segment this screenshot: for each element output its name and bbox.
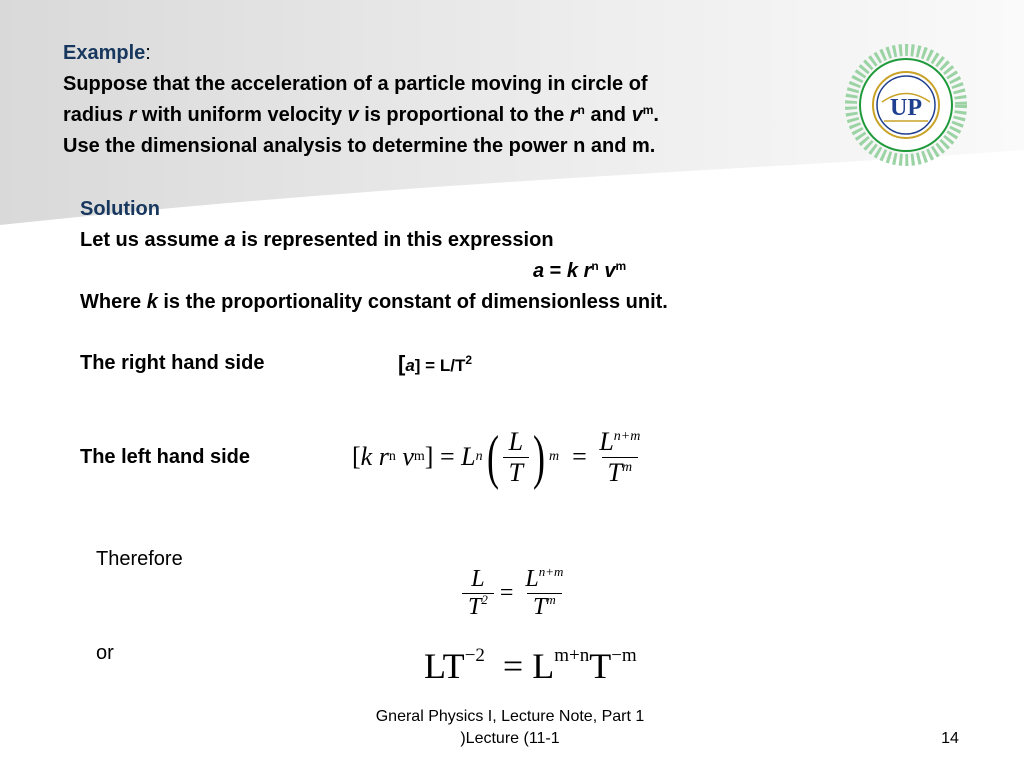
or-equation: $LT^{-2} = L^{m+n}T^{-m}$ [424,645,637,686]
example-line-2: radius r with uniform velocity v is proportional to the $r^n$ and $v^m$. [63,103,659,126]
solution-line-1: Let us assume a is represented in this expression [80,229,554,251]
solution-line-3: Where k is the proportionality constant of dimensionless unit. [80,291,668,313]
lhs-result-fraction: $\frac{L^{n+m}}{T^m}$ [599,426,641,487]
lhs-label: The left hand side [80,446,251,468]
example-heading-line [63,38,151,68]
example-label: Example [63,42,146,64]
example-line-3: Use the dimensional analysis to determine the power n and m. [63,135,656,157]
logo-up-text: UP [890,95,922,121]
university-logo [836,42,976,168]
footer-line-2: )Lecture (11-1 [460,730,560,747]
footer-line-1: Gneral Physics I, Lecture Note, Part 1 [375,708,645,725]
lhs-fraction-L-over-T: $\frac{L}{T}$ [503,427,529,488]
example-line-1: Suppose that the acceleration of a particle moving in circle of [63,73,648,95]
solution-heading: Solution [80,198,160,220]
lhs-equation: [ k r n v m ] = L n ( $\frac{L}{T}$ ) m = $\frac{L^{n+m}}{T^m}$ [352,412,646,502]
example-colon: : [145,42,151,64]
page-number: 14 [941,730,959,747]
footer-title [330,706,690,750]
or-label: or [96,642,114,664]
rhs-expression: $[a] = L/T^2$ [398,351,473,376]
rhs-label: The right hand side [80,352,265,374]
therefore-equation: $\frac{L}{T^2}$ = $\frac{L^{n+m}}{T^m}$ [462,566,569,621]
therefore-label: Therefore [96,548,183,570]
expression-a-equals-k-rn-vm: a = k $r^n$ $v^m$ [533,259,627,282]
